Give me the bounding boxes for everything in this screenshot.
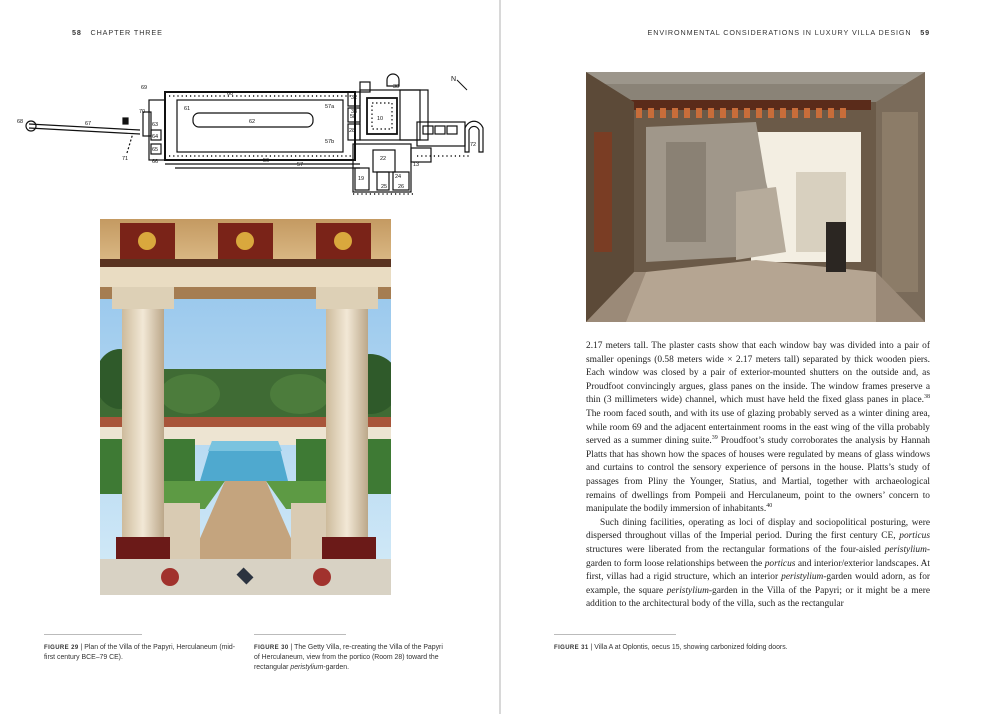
caption-emphasis: peristylium (290, 664, 324, 671)
room-label: 57 (297, 162, 304, 168)
italic-term: peristylium (781, 572, 824, 583)
oplontis-photo (586, 72, 925, 322)
paragraph-1 (586, 340, 930, 517)
room-label: 70 (139, 109, 146, 115)
figure-number: FIGURE 31 (554, 645, 589, 651)
page-number-left: 58 (72, 28, 82, 37)
paragraph-text: -garden would adorn, as for example, the square (586, 572, 931, 596)
running-head-title: ENVIRONMENTAL CONSIDERATIONS IN LUXURY VILLA DESIGN (647, 28, 912, 37)
room-label: 19 (358, 176, 365, 182)
figure-number: FIGURE 29 (44, 645, 79, 651)
room-label: 69 (141, 85, 148, 91)
room-label: 32 (351, 95, 358, 101)
paragraph-text: structures were liberated from the rectangular formations of the four-aisled (586, 544, 885, 555)
chapter-title: CHAPTER THREE (90, 28, 163, 37)
room-label: 65 (152, 147, 159, 153)
room-label: 71 (122, 156, 129, 162)
paragraph-text: Such dining facilities, operating as loci of display and sociopolitical posturing, were dispersed throughout villas of the Imperial period. During the first century CE, (586, 517, 930, 542)
room-label: 60 (227, 91, 234, 97)
room-label: 66 (152, 159, 159, 165)
room-label: 13 (413, 162, 420, 168)
paragraph-text: -garden to form loose relationships between the (586, 544, 930, 569)
paragraph-text: 2.17 meters tall. The plaster casts show that each window bay was divided into a pair of smaller openings (0.58 meters wide × 2.17 meters tall) separated by thick wooden piers. Each window was closed by a pair of exterior-mounted shutters on the outside and, as Proudfoot convincingly argues, glass panes on the inside. The window frames preserve a thin (3 millimeters wide) channel, which must have held the fixed glass panes in place. (586, 341, 930, 406)
paragraph-text: Proudfoot’s study corroborates the analysis by Hannah Platts that has shown how the spaces of houses were regulated by means of glass windows and curtains to control the sensory experience of persons in the house. Platts’s study of passages from Pliny the Younger, Statius, and Martial, together with archaeological remains of dwellings from Pompeii and Herculaneum, point to the owners’ concern to manipulate the bodily immersion of inhabitants. (586, 436, 930, 515)
room-label: 57a (325, 104, 335, 110)
room-label: 68 (17, 119, 24, 125)
caption-text: Plan of the Villa of the Papyri, Herculaneum (mid-first century BCE–79 CE). (44, 644, 236, 661)
footnote-ref[interactable]: 40 (766, 503, 773, 509)
room-label: 33 (351, 109, 358, 115)
body-text (586, 340, 930, 612)
italic-term: porticus (899, 531, 930, 542)
north-label: N (451, 76, 457, 83)
caption-figure-29 (44, 643, 240, 663)
caption-separator: | (290, 644, 293, 651)
room-label: 26 (398, 184, 405, 190)
room-label: 61 (184, 106, 191, 112)
room-label: 56 (263, 158, 270, 164)
paragraph-text: and interior/exterior landscapes. At first, villas had a rigid structure, which an interior (586, 558, 930, 583)
room-label: 64 (152, 134, 159, 140)
north-arrow (451, 76, 467, 90)
caption-rule (44, 634, 142, 635)
left-page (0, 0, 499, 714)
paragraph-text: The room faced south, and with its use of glazing probably served as a winter dining area, while room 69 and the adjacent entertainment rooms in the east wing of the villa probably served as a summer dining suite. (586, 408, 930, 447)
page-number-right: 59 (920, 28, 930, 37)
room-label: 57b (325, 139, 335, 145)
getty-villa-photo (100, 219, 391, 595)
italic-term: peristylium (884, 544, 927, 555)
footnote-ref[interactable]: 39 (711, 435, 718, 442)
italic-term: porticus (764, 558, 796, 569)
villa-plan-drawing (15, 68, 485, 198)
italic-term: peristylium (666, 585, 709, 596)
room-label: 25 (381, 184, 388, 190)
room-label: 30 (393, 84, 400, 90)
caption-text-end: -garden. (323, 664, 349, 671)
figure-number: FIGURE 30 (254, 645, 289, 651)
room-label: 10 (377, 116, 384, 122)
caption-separator: | (80, 644, 83, 651)
paragraph-2 (586, 517, 930, 612)
room-label: 28 (349, 128, 356, 134)
paragraph-text: -garden in the Villa of the Papyri; or it might be a mere addition to the architectural body of the villa, such as the rectangular (586, 585, 930, 610)
room-label: 58 (350, 114, 357, 120)
right-page (501, 0, 1000, 714)
running-head-left (72, 28, 163, 37)
running-head-right (648, 28, 930, 37)
caption-text: Villa A at Oplontis, oecus 15, showing carbonized folding doors. (594, 644, 788, 651)
room-label: 24 (395, 174, 402, 180)
caption-figure-30 (254, 643, 444, 673)
caption-figure-31 (554, 643, 914, 653)
caption-separator: | (590, 644, 593, 651)
room-label: 22 (380, 156, 387, 162)
caption-rule (254, 634, 346, 635)
room-label: 63 (152, 122, 159, 128)
caption-text: The Getty Villa, re-creating the Villa of the Papyri of Herculaneum, view from the portico (Room 28) toward the rectangular (254, 644, 443, 671)
footnote-ref[interactable]: 38 (924, 394, 930, 401)
caption-rule (554, 634, 676, 635)
room-label: 72 (470, 142, 477, 148)
room-label: 62 (249, 119, 256, 125)
room-label: 67 (85, 121, 92, 127)
